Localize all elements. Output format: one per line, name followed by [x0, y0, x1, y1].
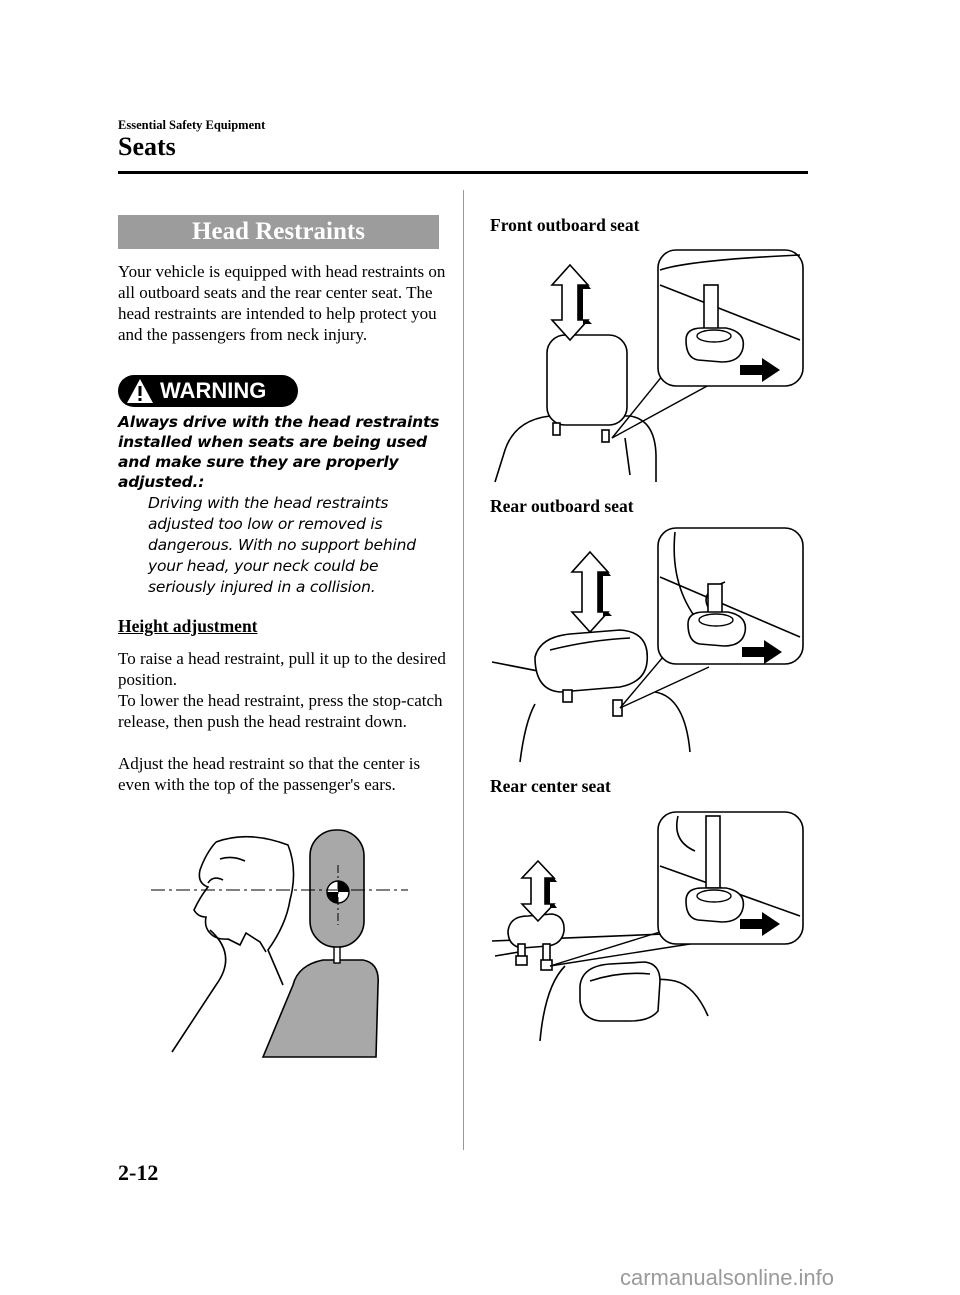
section-label: Essential Safety Equipment: [118, 118, 266, 132]
warning-label: WARNING: [160, 378, 267, 403]
rear-outboard-illustration: [490, 522, 810, 767]
page-number: 2-12: [118, 1160, 159, 1185]
watermark: carmanualsonline.info: [620, 1265, 835, 1290]
rear-outboard-caption: Rear outboard seat: [490, 496, 634, 516]
warning-badge: [118, 375, 298, 407]
section-banner: Head Restraints: [118, 215, 439, 249]
front-outboard-caption: Front outboard seat: [490, 215, 640, 235]
rear-center-illustration: [490, 806, 810, 1051]
raise-instructions: To raise a head restraint, pull it up to the desired position.: [118, 649, 446, 689]
head-position-illustration: [148, 825, 413, 1060]
adjust-instructions: Adjust the head restraint so that the center is even with the top of the passenger's ears.: [118, 754, 421, 794]
height-adjustment-heading: Height adjustment: [118, 616, 258, 636]
intro-paragraph: Your vehicle is equipped with head restraints on all outboard seats and the rear center seat. The head restraints are intended to help protect you and the passengers from neck injury.: [118, 262, 446, 344]
warning-bold-text: Always drive with the head restraints installed when seats are being used and make sure they are properly adjusted.:: [118, 413, 440, 491]
column-divider: [463, 190, 464, 1150]
page-title: Seats: [118, 132, 176, 161]
front-outboard-illustration: [490, 240, 810, 485]
title-rule: [118, 171, 808, 174]
lower-instructions: To lower the head restraint, press the stop-catch release, then push the head restraint down.: [118, 691, 443, 731]
warning-detail-text: Driving with the head restraints adjusted too low or removed is dangerous. With no support behind your head, your neck could be seriously injured in a collision.: [148, 494, 416, 596]
warning-icon: [126, 378, 154, 404]
rear-center-caption: Rear center seat: [490, 776, 611, 796]
